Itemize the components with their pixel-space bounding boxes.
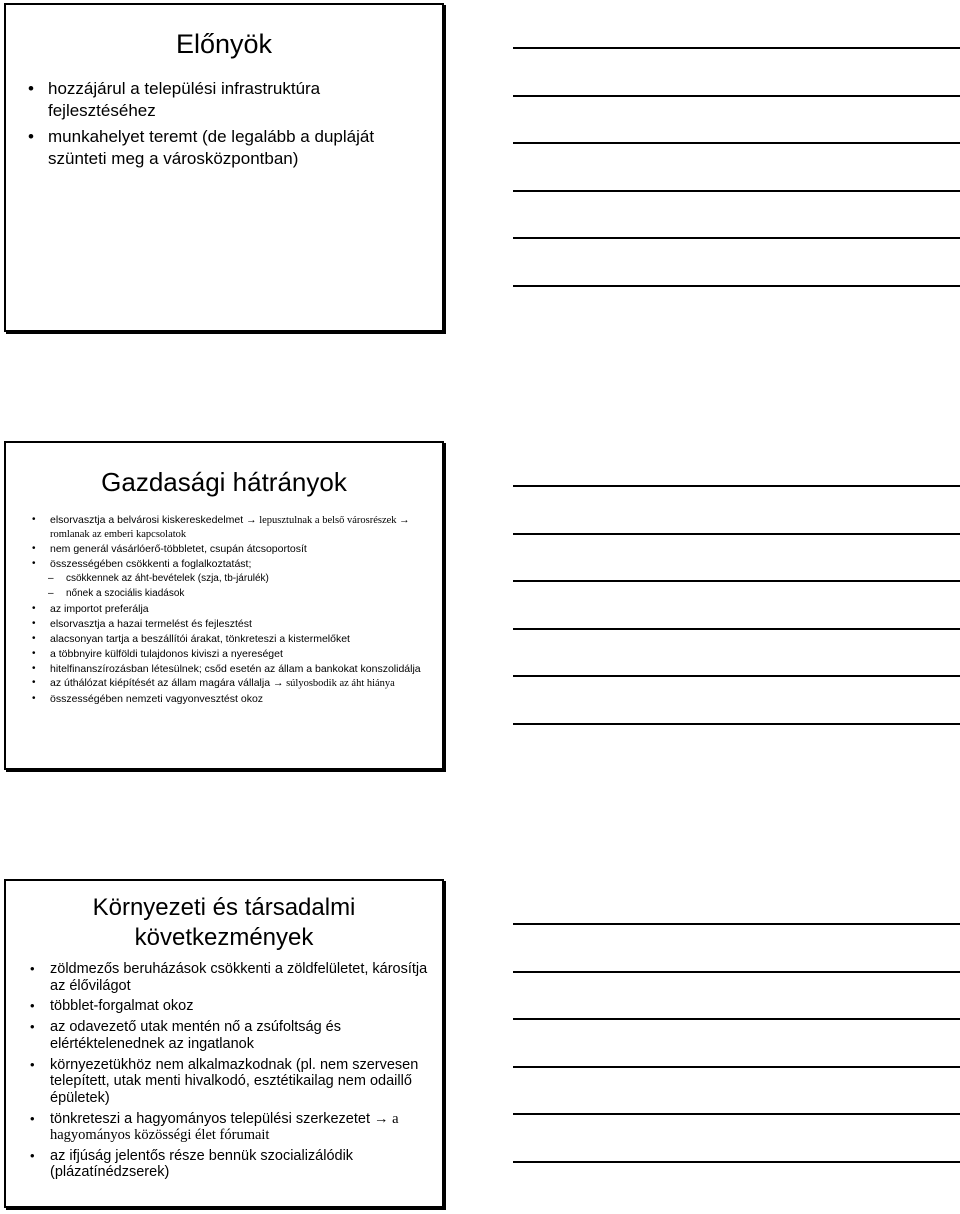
list-item: • a többnyire külföldi tulajdonos kiviszi a nyereséget: [32, 647, 283, 660]
list-item: • tönkreteszi a hagyományos települési szerkezetet → a hagyományos közösségi élet fórumait: [30, 1110, 399, 1144]
bullet-icon: •: [30, 1056, 35, 1072]
bullet-icon: •: [32, 514, 36, 525]
note-line: [513, 1066, 960, 1068]
bullet-icon: •: [32, 543, 36, 555]
bullet-icon: •: [32, 617, 36, 629]
bullet-icon: •: [28, 127, 34, 146]
note-line: [513, 628, 960, 630]
note-line: [513, 47, 960, 49]
note-line: [513, 1113, 960, 1115]
list-item: • többlet-forgalmat okoz: [30, 998, 194, 1015]
bullet-icon: •: [32, 662, 36, 674]
note-line: [513, 95, 960, 97]
bullet-list: [22, 78, 430, 170]
note-line: [513, 485, 960, 487]
list-item: • összességében nemzeti vagyonvesztést okoz: [32, 693, 264, 706]
bullet-icon: •: [28, 79, 34, 98]
note-line: [513, 580, 960, 582]
bullet-icon: •: [32, 558, 36, 570]
bullet-icon: •: [30, 998, 35, 1014]
dash-icon: –: [48, 588, 54, 600]
note-line: [513, 923, 960, 925]
bullet-icon: •: [30, 961, 35, 976]
note-line: [513, 237, 960, 239]
note-line: [513, 142, 960, 144]
bullet-icon: •: [30, 1019, 35, 1035]
bullet-list: [18, 961, 432, 1181]
bullet-icon: •: [32, 632, 36, 644]
list-item: • környezetükhöz nem alkalmazkodnak (pl. nem szervesen telepített, utak menti hivalkodó, esztétikailag nem odaillő épületek): [30, 1056, 419, 1106]
slide-title: Előnyök: [175, 29, 273, 59]
list-item: • elsorvasztja a belvárosi kiskereskedelmet → lepusztulnak a belső városrészek → romlanak az emberi kapcsolatok: [32, 514, 410, 540]
list-item: • az odavezető utak mentén nő a zsúfoltság és elértéktelenednek az ingatlanok: [30, 1019, 341, 1052]
bullet-icon: •: [30, 1147, 35, 1163]
dash-icon: –: [48, 573, 54, 585]
notes-lines-1: [513, 47, 960, 332]
bullet-icon: •: [32, 677, 36, 689]
note-line: [513, 675, 960, 677]
list-item: • hitelfinanszírozásban létesülnek; csőd esetén az állam a bankokat konszolidálja: [32, 662, 421, 675]
slide-title: Gazdasági hátrányok: [101, 467, 347, 497]
bullet-icon: •: [32, 602, 36, 614]
sub-list-item: – nőnek a szociális kiadások: [48, 588, 185, 600]
slide-title: Környezeti és társadalmi következmények: [92, 894, 356, 951]
note-line: [513, 1018, 960, 1020]
list-item: • munkahelyet teremt (de legalább a dupláját szünteti meg a városközpontban): [28, 127, 375, 168]
list-item: • hozzájárul a települési infrastruktúra fejlesztéséhez: [28, 79, 321, 120]
note-line: [513, 190, 960, 192]
list-item: • alacsonyan tartja a beszállítói árakat, tönkreteszi a kistermelőket: [32, 632, 350, 645]
list-item: • az ifjúság jelentős része bennük szocializálódik (plázatínédzserek): [30, 1147, 354, 1181]
notes-lines-2: [513, 485, 960, 770]
list-item: • elsorvasztja a hazai termelést és fejlesztést: [32, 617, 252, 630]
sub-list-item: – csökkennek az áht-bevételek (szja, tb-járulék): [48, 573, 269, 585]
note-line: [513, 723, 960, 725]
list-item: • összességében csökkenti a foglalkoztatást;: [32, 558, 252, 571]
note-line: [513, 971, 960, 973]
list-item: • nem generál vásárlóerő-többletet, csupán átcsoportosít: [32, 543, 307, 556]
list-item: • zöldmezős beruházások csökkenti a zöldfelületet, károsítja az élővilágot: [30, 961, 428, 994]
slide-economic-disadvantages: [4, 441, 444, 770]
note-line: [513, 533, 960, 535]
notes-lines-3: [513, 923, 960, 1208]
bullet-list: [16, 514, 434, 706]
note-line: [513, 285, 960, 287]
bullet-icon: •: [30, 1110, 35, 1126]
list-item: • az importot preferálja: [32, 602, 149, 615]
bullet-icon: •: [32, 647, 36, 659]
slide-environmental-social: [4, 879, 444, 1208]
bullet-icon: •: [32, 693, 36, 705]
slide-advantages: [4, 3, 444, 332]
list-item: • az úthálózat kiépítését az állam magára vállalja → súlyosbodik az áht hiánya: [32, 677, 395, 690]
note-line: [513, 1161, 960, 1163]
